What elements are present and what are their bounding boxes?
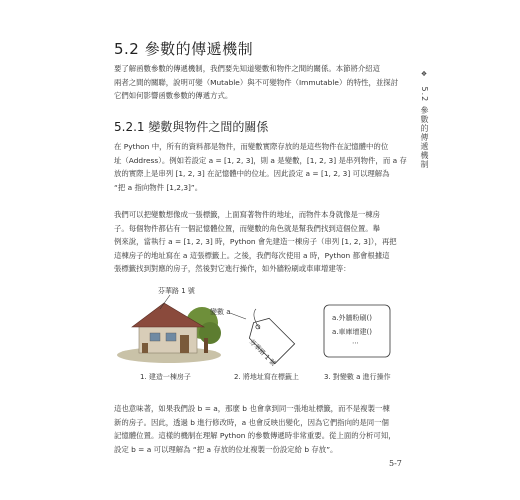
house-tag-illustration: [114, 283, 404, 388]
text-line: 這也意味著，如果我們設 b = a，那麼 b 也會拿到同一張地址標籤，而不是複製一棟: [114, 404, 390, 413]
text-line: 它們如何影響函數參數的傳遞方式。: [114, 91, 233, 101]
operation-expand-garage: a.車庫增建(): [332, 328, 372, 336]
text-line: 址（Address）。例如若設定 a = [1, 2, 3]，則 a 是變數，[1, 2, 3] 是串列物件，而 a 存: [114, 155, 407, 165]
diamond-icon: ❖: [420, 70, 428, 79]
text-line: 在 Python 中，所有的資料都是物件，而變數實際存放的是這些物件在記憶體中的位: [114, 142, 389, 151]
text-line: 設定 b = a 可以理解為 “把 a 存放的位址複製一份設定給 b 存放”。: [114, 444, 338, 454]
page-number: 5-7: [389, 459, 402, 468]
operation-paint-walls: a.外牆粉刷(): [332, 314, 372, 322]
text-line: 要了解函數參數的傳遞機制，我們要先知道變數和物件之間的關係。本節將介紹這: [114, 64, 381, 73]
variable-a-label: 變數 a: [210, 308, 231, 316]
text-line: 放的實際上是串列 [1, 2, 3] 在記憶體中的位址。因此設定 a = [1, 2, 3] 可以理解為: [114, 169, 390, 179]
text-line: 新的房子。因此，透過 b 進行修改時，a 也會反映出變化，因為它們指向的是同一個: [114, 417, 389, 427]
caption-2: 2. 將地址寫在標籤上: [234, 373, 299, 381]
operation-ellipsis: ⋯: [352, 339, 359, 347]
text-line: 這棟房子的地址寫在 a 這張標籤上。之後，我們每次使用 a 時，Python 都會根據這: [114, 250, 390, 260]
address-label: 芬華路 1 號: [158, 287, 195, 295]
text-line: 子。每個物件都佔有一個記憶體位置，而變數的角色就是幫我們找到這個位置。舉: [114, 223, 381, 233]
paragraph-3: [114, 402, 400, 456]
text-line: 記憶體位置。這樣的機制在理解 Python 的參數傳遞時非常重要。從上面的分析可知，: [114, 431, 396, 441]
section-title: 5.2 參數的傳遞機制: [114, 40, 254, 58]
caption-1: 1. 建造一棟房子: [140, 373, 191, 381]
paragraph-2: [114, 208, 400, 276]
text-line: 兩者之間的關聯，說明可變（Mutable）與不可變物件（Immutable）的特性，並探討: [114, 77, 399, 87]
text-line: 張標籤找到對應的房子，然後對它進行操作，如外牆粉刷或車庫增建等：: [114, 264, 351, 274]
intro-paragraph: [114, 62, 400, 103]
sidebar-text: 5.2 參數的傳遞機制: [420, 86, 429, 169]
chapter-sidebar: [419, 70, 430, 169]
text-line: “把 a 指向物件 [1,2,3]”。: [114, 182, 203, 192]
text-line: 我們可以把變數想像成一張標籤，上面寫著物件的地址，而物件本身就像是一棟房: [114, 210, 381, 219]
caption-3: 3. 對變數 a 進行操作: [324, 373, 391, 381]
text-line: 例來說，當執行 a = [1, 2, 3] 時，Python 會先建造一棟房子（串列 [1, 2, 3]），再把: [114, 237, 397, 247]
paragraph-1: [114, 140, 407, 194]
subsection-title: 5.2.1 變數與物件之間的關係: [114, 120, 269, 134]
tag-text: 芬華路 1 號: [247, 337, 278, 368]
